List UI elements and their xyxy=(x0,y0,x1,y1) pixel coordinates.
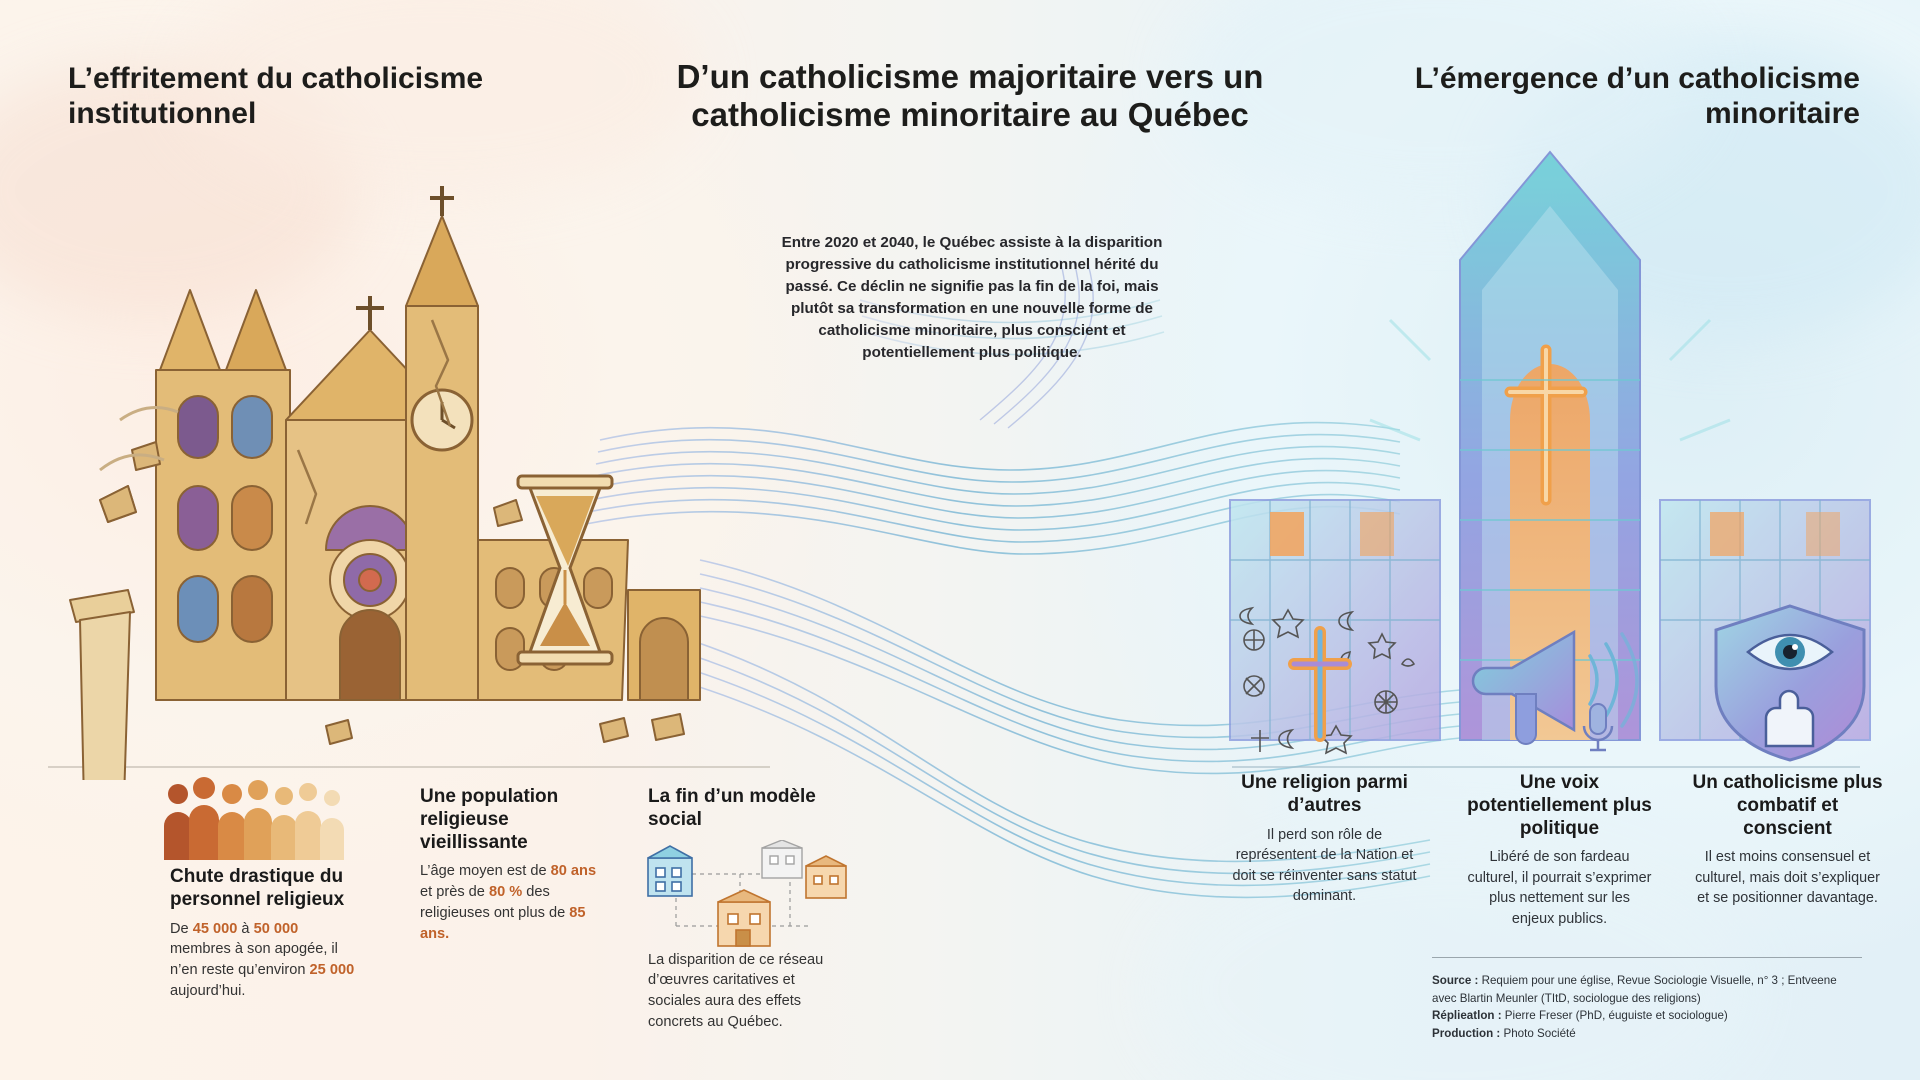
text-fragment: membres à son apogée, il n’en reste qu’environ xyxy=(170,941,338,979)
shield-eye-fist-icon xyxy=(1700,600,1880,765)
production-value: Photo Société xyxy=(1500,1026,1576,1040)
block-body xyxy=(420,861,610,944)
text-fragment: aujourd’hui. xyxy=(170,982,246,999)
source-value: Requiem pour une église, Revue Sociologie Visuelle, n° 3 ; Entveene avec Blartin Meunler (TItD, sociologue des religions) xyxy=(1432,974,1837,1005)
realisation-value: Pierre Freser (PhD, éuguiste et sociologue) xyxy=(1501,1009,1728,1023)
highlight-value: 80 ans xyxy=(550,863,597,880)
highlight-value: 80 % xyxy=(488,884,523,901)
block-body: Il perd son rôle de représentent de la Nation et doit se réinventer sans statut dominant. xyxy=(1232,826,1417,904)
block-title: La fin d’un modèle social xyxy=(648,786,816,830)
block-title: Une population religieuse vieillissante xyxy=(420,786,559,853)
hourglass-icon xyxy=(500,470,630,670)
left-block-aging-population xyxy=(420,786,610,944)
left-section-title: L’effritement du catholicisme institutionnel xyxy=(68,62,484,130)
right-block-religion-among-others xyxy=(1232,772,1417,906)
right-section-title: L’émergence d’un catholicisme minoritaire xyxy=(1414,62,1860,130)
left-block-personnel xyxy=(170,866,360,1001)
block-title: Un catholicisme plus combatif et conscient xyxy=(1692,772,1883,839)
realisation-line xyxy=(1432,1007,1862,1024)
block-body: Il est moins consensuel et culturel, mais doit s’expliquer et se positionner davantage. xyxy=(1695,849,1880,907)
megaphone-icon xyxy=(1470,610,1655,770)
block-title: Chute drastique du personnel religieux xyxy=(170,866,345,910)
block-title: Une religion parmi d’autres xyxy=(1241,772,1408,816)
ruined-gothic-church-icon xyxy=(40,120,740,780)
realisation-label: Réplieatlon : xyxy=(1432,1009,1502,1023)
block-body: La disparition de ce réseau d’œuvres caritatives et sociales aura des effets concrets au Québec. xyxy=(648,951,824,1030)
highlight-value: 50 000 xyxy=(253,920,299,937)
text-fragment: et près de xyxy=(420,884,489,901)
main-title: D’un catholicisme majoritaire vers un catholicisme minoritaire au Québec xyxy=(676,58,1264,134)
right-block-combative-catholicism xyxy=(1690,772,1885,909)
left-block-social-model xyxy=(648,786,848,1032)
group-of-people-icon xyxy=(160,770,360,865)
text-fragment: à xyxy=(237,920,254,937)
text-fragment: L’âge moyen est de xyxy=(420,863,551,880)
block-body xyxy=(170,919,360,1002)
intro-paragraph: Entre 2020 et 2040, le Québec assiste à la disparition progressive du catholicisme institutionnel hérité du passé. Ce déclin ne signifie pas la fin de la foi, mais plutôt sa transformation en une nouvelle forme de catholicisme minoritaire, plus conscient et potentiellement plus politique. xyxy=(781,234,1163,362)
source-line xyxy=(1432,972,1862,1007)
highlight-value: 85 ans. xyxy=(420,904,586,942)
block-title: Une voix potentiellement plus politique xyxy=(1467,772,1652,839)
block-body: Libéré de son fardeau culturel, il pourrait s’exprimer plus nettement sur les enjeux publics. xyxy=(1467,849,1652,927)
text-fragment: des religieuses ont plus de xyxy=(420,884,570,921)
production-label: Production : xyxy=(1432,1026,1501,1040)
highlight-value: 25 000 xyxy=(309,962,355,979)
source-label: Source : xyxy=(1432,974,1479,988)
highlight-value: 45 000 xyxy=(192,920,238,937)
text-fragment: De xyxy=(170,920,193,937)
sources-divider xyxy=(1432,957,1862,958)
right-block-political-voice xyxy=(1467,772,1652,929)
interfaith-symbols-icon xyxy=(1232,590,1432,765)
sources-credits xyxy=(1432,972,1862,1042)
production-line xyxy=(1432,1025,1862,1042)
